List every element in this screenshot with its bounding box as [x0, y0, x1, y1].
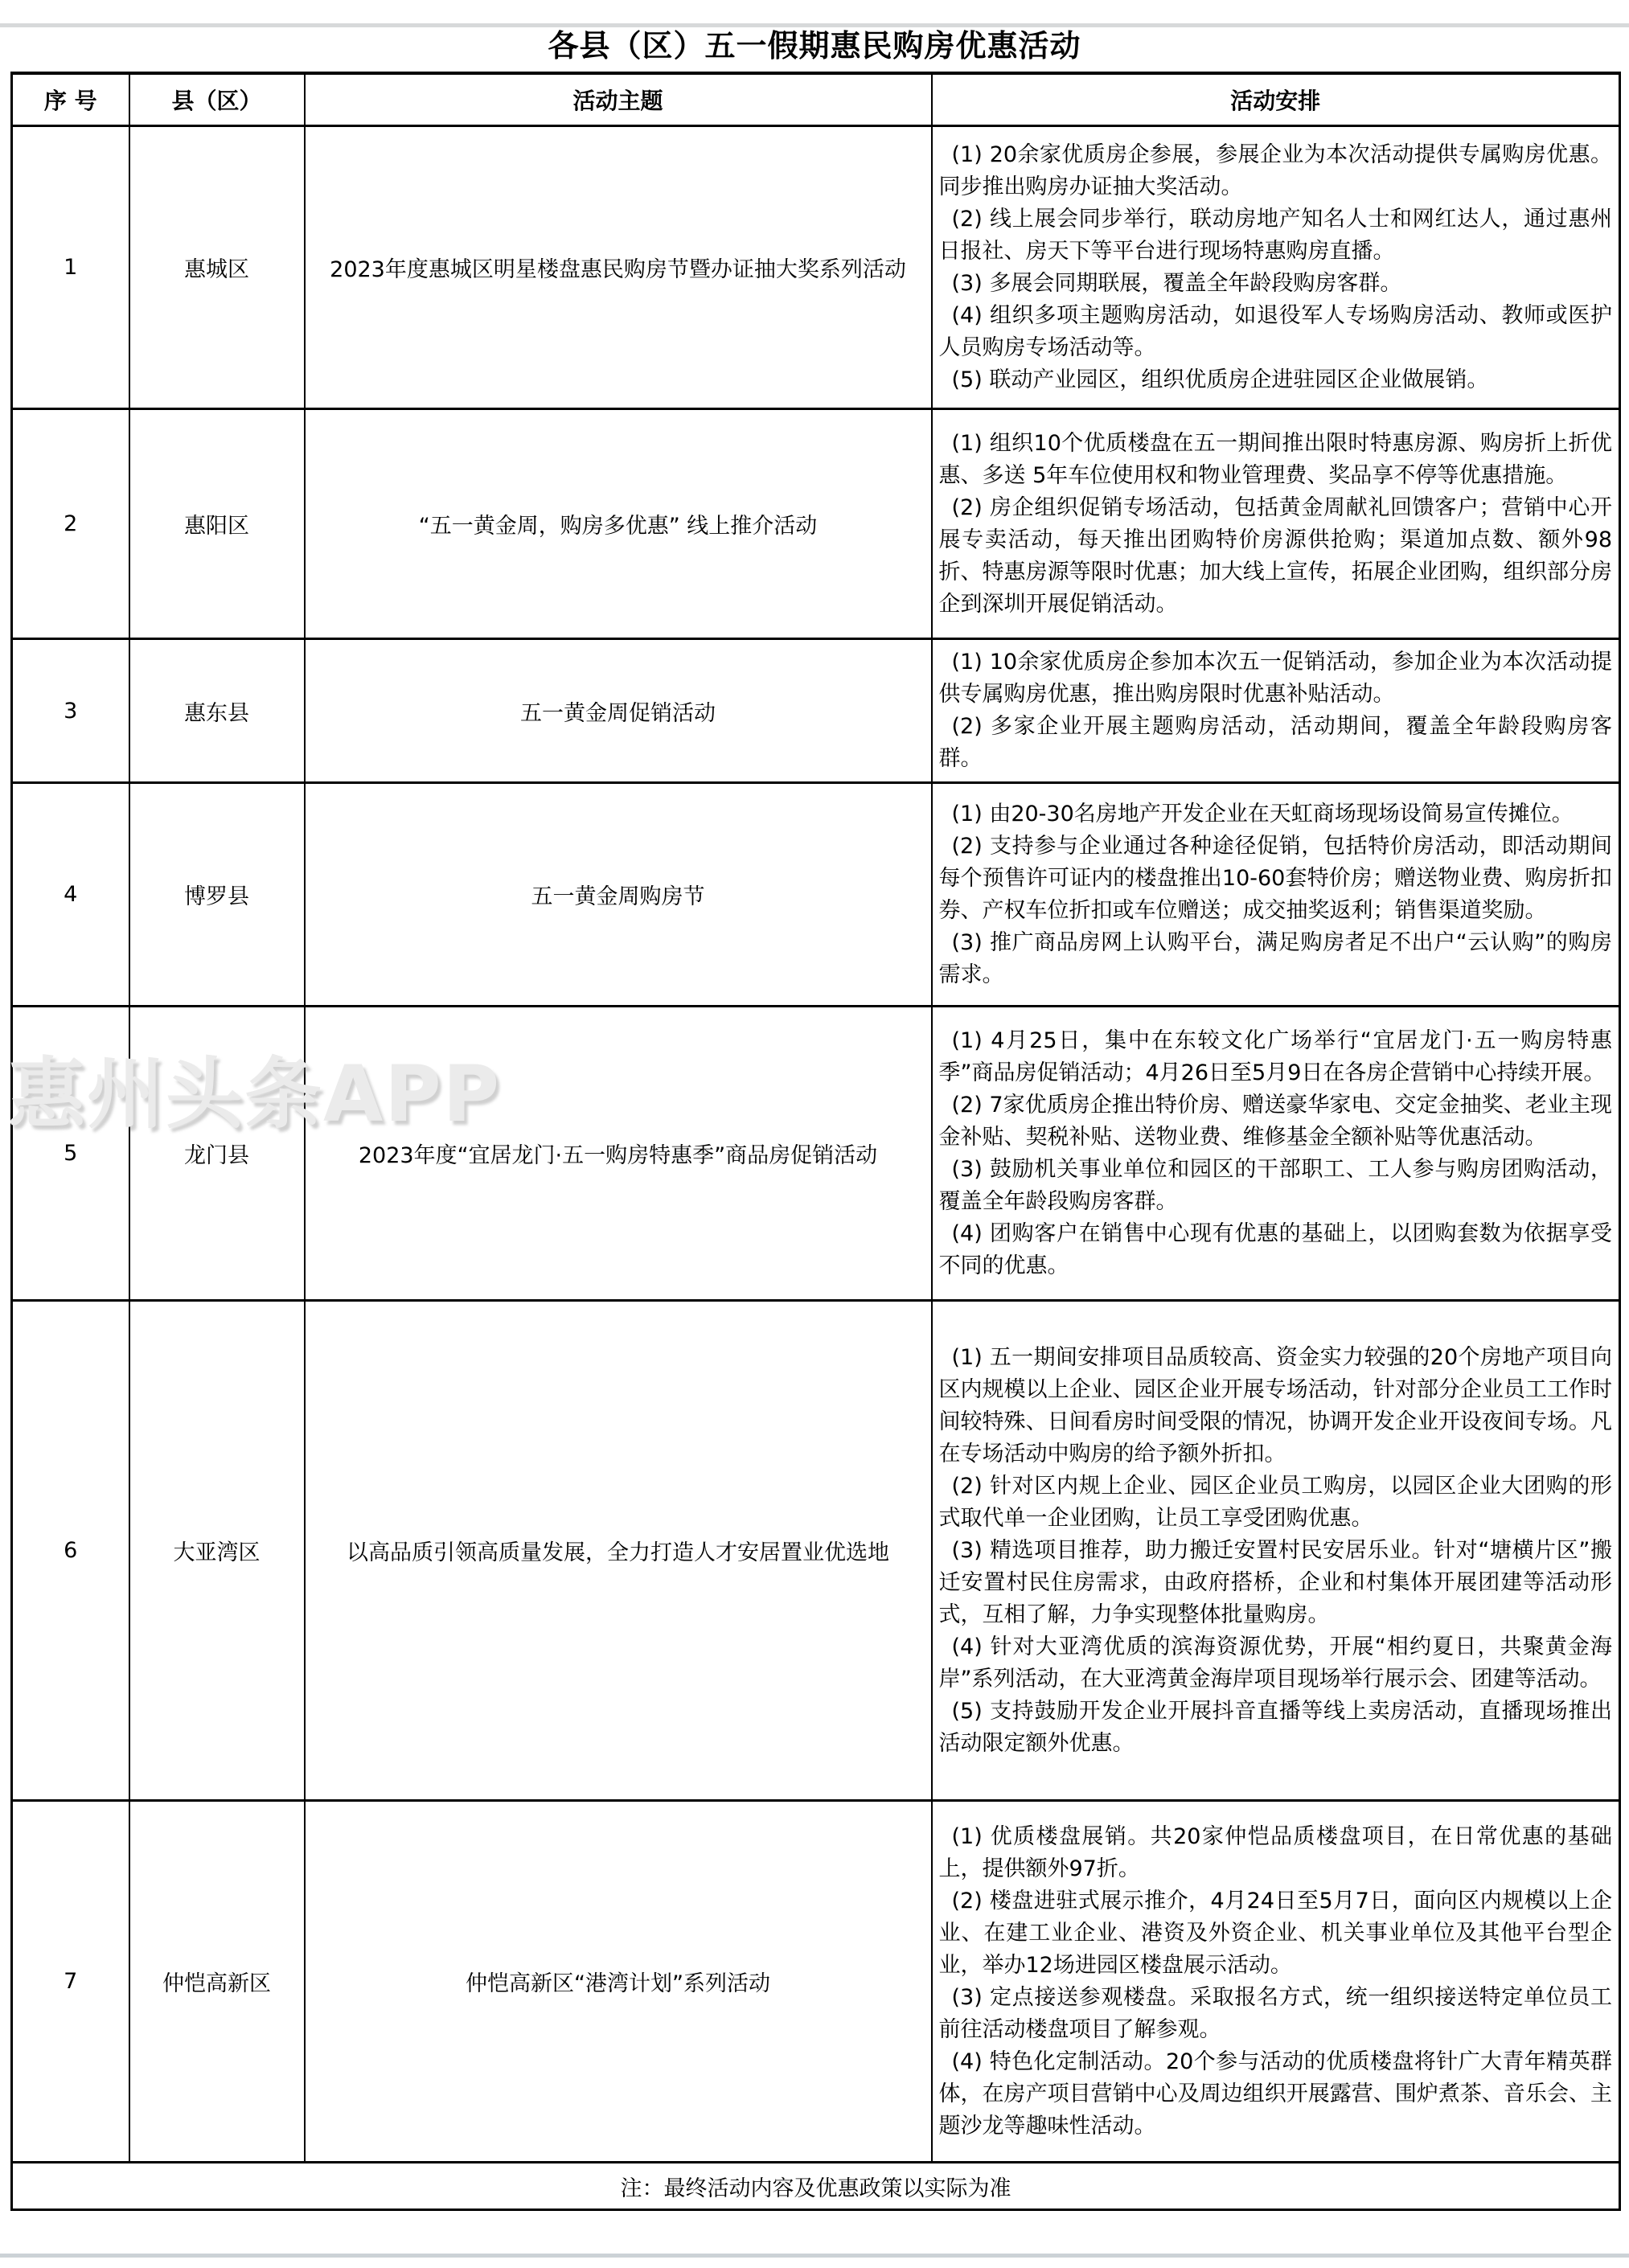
footer-note-text: 注：最终活动内容及优惠政策以实际为准 — [620, 2176, 1011, 2201]
row-theme — [305, 1007, 932, 1301]
col-header-district: 县（区） — [129, 73, 305, 126]
row-district-text: 龙门县 — [184, 1143, 249, 1168]
row-no — [12, 409, 129, 639]
page-top-edge — [0, 23, 1629, 27]
page-title: 各县（区）五一假期惠民购房优惠活动 — [548, 27, 1081, 64]
arrangement-item: (2) 线上展会同步举行，联动房地产知名人士和网红达人，通过惠州日报社、房天下等平台进行现场特惠购房直播。 — [938, 206, 1612, 264]
col-header-theme: 活动主题 — [305, 73, 932, 126]
arrangement-item: (1) 组织10个优质楼盘在五一期间推出限时特惠房源、购房折上折优惠、多送 5年车位使用权和物业管理费、奖品享不停等优惠措施。 — [938, 430, 1612, 488]
arrangement-item: (5) 支持鼓励开发企业开展抖音直播等线上卖房活动，直播现场推出活动限定额外优惠。 — [938, 1698, 1612, 1756]
row-no-text: 1 — [64, 255, 78, 280]
row-theme-text: 2023年度惠城区明星楼盘惠民购房节暨办证抽大奖系列活动 — [330, 257, 906, 282]
row-no-text: 3 — [64, 698, 78, 724]
arrangement-item: (1) 优质楼盘展销。共20家仲恺品质楼盘项目，在日常优惠的基础上，提供额外97折。 — [938, 1823, 1612, 1881]
row-arrangement — [932, 639, 1620, 783]
footer-note-row — [12, 2163, 1620, 2210]
arrangement-item: (4) 特色化定制活动。20个参与活动的优质楼盘将针广大青年精英群体，在房产项目营销中心及周边组织开展露营、围炉煮茶、音乐会、主题沙龙等趣味性活动。 — [938, 2049, 1612, 2139]
row-arrangement — [932, 409, 1620, 639]
row-theme-text: 五一黄金周促销活动 — [520, 700, 716, 726]
arrangement-item: (4) 针对大亚湾优质的滨海资源优势，开展“相约夏日，共聚黄金海岸”系列活动，在大亚湾黄金海岸项目现场举行展示会、团建等活动。 — [938, 1634, 1612, 1692]
row-theme — [305, 783, 932, 1007]
row-no — [12, 639, 129, 783]
row-district-text: 惠阳区 — [184, 514, 249, 539]
arrangement-item: (2) 针对区内规上企业、园区企业员工购房，以园区企业大团购的形式取代单一企业团购，让员工享受团购优惠。 — [938, 1473, 1612, 1531]
row-theme-text: “五一黄金周，购房多优惠” 线上推介活动 — [418, 514, 818, 539]
table-row — [12, 1301, 1620, 1801]
row-district — [129, 1801, 305, 2163]
row-no — [12, 1007, 129, 1301]
arrangement-item: (1) 五一期间安排项目品质较高、资金实力较强的20个房地产项目向区内规模以上企业、园区企业开展专场活动，针对部分企业员工工作时间较特殊、日间看房时间受限的情况，协调开发企业开设夜间专场。凡在专场活动中购房的给予额外折扣。 — [938, 1344, 1612, 1466]
arrangement-item: (5) 联动产业园区，组织优质房企进驻园区企业做展销。 — [951, 367, 1489, 392]
row-no-text: 7 — [64, 1969, 78, 1994]
arrangement-item: (2) 多家企业开展主题购房活动，活动期间，覆盖全年龄段购房客群。 — [938, 714, 1612, 771]
row-arrangement — [932, 1007, 1620, 1301]
row-no-text: 4 — [64, 882, 78, 907]
arrangement-item: (1) 由20-30名房地产开发企业在天虹商场现场设简易宣传摊位。 — [951, 801, 1574, 826]
row-theme-text: 以高品质引领高质量发展，全力打造人才安居置业优选地 — [347, 1540, 889, 1565]
row-district — [129, 639, 305, 783]
row-no-text: 5 — [64, 1141, 78, 1166]
row-district-text: 大亚湾区 — [173, 1540, 261, 1565]
row-theme-text: 2023年度“宜居龙门·五一购房特惠季”商品房促销活动 — [358, 1143, 878, 1168]
row-no-text: 6 — [64, 1538, 78, 1563]
row-district — [129, 409, 305, 639]
table-row — [12, 1801, 1620, 2163]
row-arrangement — [932, 1801, 1620, 2163]
arrangement-item: (3) 鼓励机关事业单位和园区的干部职工、工人参与购房团购活动，覆盖全年龄段购房客群。 — [938, 1156, 1612, 1214]
row-no — [12, 126, 129, 409]
arrangement-item: (4) 组织多项主题购房活动，如退役军人专场购房活动、教师或医护人员购房专场活动等。 — [938, 302, 1612, 360]
row-district-text: 惠城区 — [184, 257, 249, 282]
activities-table — [10, 72, 1621, 2211]
row-theme — [305, 1301, 932, 1801]
arrangement-item: (2) 房企组织促销专场活动，包括黄金周献礼回馈客户；营销中心开展专卖活动，每天推出团购特价房源供抢购；渠道加点数、额外98折、特惠房源等限时优惠；加大线上宣传，拓展企业团购，组织部分房企到深圳开展促销活动。 — [938, 494, 1612, 617]
row-district-text: 惠东县 — [184, 700, 249, 726]
row-theme — [305, 409, 932, 639]
row-district — [129, 1301, 305, 1801]
table-row — [12, 783, 1620, 1007]
footer-note — [12, 2163, 1620, 2210]
arrangement-item: (2) 支持参与企业通过各种途径促销，包括特价房活动，即活动期间每个预售许可证内的楼盘推出10-60套特价房；赠送物业费、购房折扣券、产权车位折扣或车位赠送；成交抽奖返利；销售渠道奖励。 — [938, 833, 1612, 923]
row-district — [129, 126, 305, 409]
arrangement-item: (1) 10余家优质房企参加本次五一促销活动，参加企业为本次活动提供专属购房优惠，推出购房限时优惠补贴活动。 — [938, 650, 1612, 707]
watermark: 惠州头条APP — [8, 1049, 502, 1139]
row-district-text: 博罗县 — [184, 884, 249, 909]
arrangement-item: (1) 4月25日，集中在东较文化广场举行“宜居龙门·五一购房特惠季”商品房促销活动；4月26日至5月9日在各房企营销中心持续开展。 — [938, 1027, 1612, 1085]
row-arrangement — [932, 126, 1620, 409]
arrangement-item: (3) 推广商品房网上认购平台，满足购房者足不出户“云认购”的购房需求。 — [938, 929, 1612, 987]
row-arrangement — [932, 1301, 1620, 1801]
table-row — [12, 1007, 1620, 1301]
row-district-text: 仲恺高新区 — [162, 1971, 271, 1996]
arrangement-item: (2) 楼盘进驻式展示推介，4月24日至5月7日，面向区内规模以上企业、在建工业企业、港资及外资企业、机关事业单位及其他平台型企业，举办12场进园区楼盘展示活动。 — [938, 1888, 1612, 1978]
arrangement-item: (1) 20余家优质房企参展，参展企业为本次活动提供专属购房优惠。同步推出购房办证抽大奖活动。 — [938, 141, 1612, 199]
row-theme — [305, 1801, 932, 2163]
row-theme-text: 仲恺高新区“港湾计划”系列活动 — [466, 1971, 770, 1996]
header-row — [12, 73, 1620, 126]
row-theme-text: 五一黄金周购房节 — [531, 884, 705, 909]
row-no — [12, 1801, 129, 2163]
row-theme — [305, 126, 932, 409]
row-no — [12, 1301, 129, 1801]
row-district — [129, 1007, 305, 1301]
row-no-text: 2 — [64, 511, 78, 536]
arrangement-item: (2) 7家优质房企推出特价房、赠送豪华家电、交定金抽奖、老业主现金补贴、契税补贴、送物业费、维修基金全额补贴等优惠活动。 — [938, 1092, 1612, 1150]
table-row — [12, 126, 1620, 409]
arrangement-item: (3) 定点接送参观楼盘。采取报名方式，统一组织接送特定单位员工前往活动楼盘项目了解参观。 — [938, 1984, 1612, 2042]
table-row — [12, 409, 1620, 639]
arrangement-item: (3) 精选项目推荐，助力搬迁安置村民安居乐业。针对“塘横片区”搬迁安置村民住房需求，由政府搭桥，企业和村集体开展团建等活动形式，互相了解，力争实现整体批量购房。 — [938, 1537, 1612, 1627]
col-header-no: 序 号 — [12, 73, 129, 126]
table-row — [12, 639, 1620, 783]
row-district — [129, 783, 305, 1007]
row-theme — [305, 639, 932, 783]
row-no — [12, 783, 129, 1007]
arrangement-item: (3) 多展会同期联展，覆盖全年龄段购房客群。 — [951, 270, 1402, 296]
col-header-arrangement: 活动安排 — [932, 73, 1620, 126]
arrangement-item: (4) 团购客户在销售中心现有优惠的基础上，以团购套数为依据享受不同的优惠。 — [938, 1220, 1612, 1278]
row-arrangement — [932, 783, 1620, 1007]
